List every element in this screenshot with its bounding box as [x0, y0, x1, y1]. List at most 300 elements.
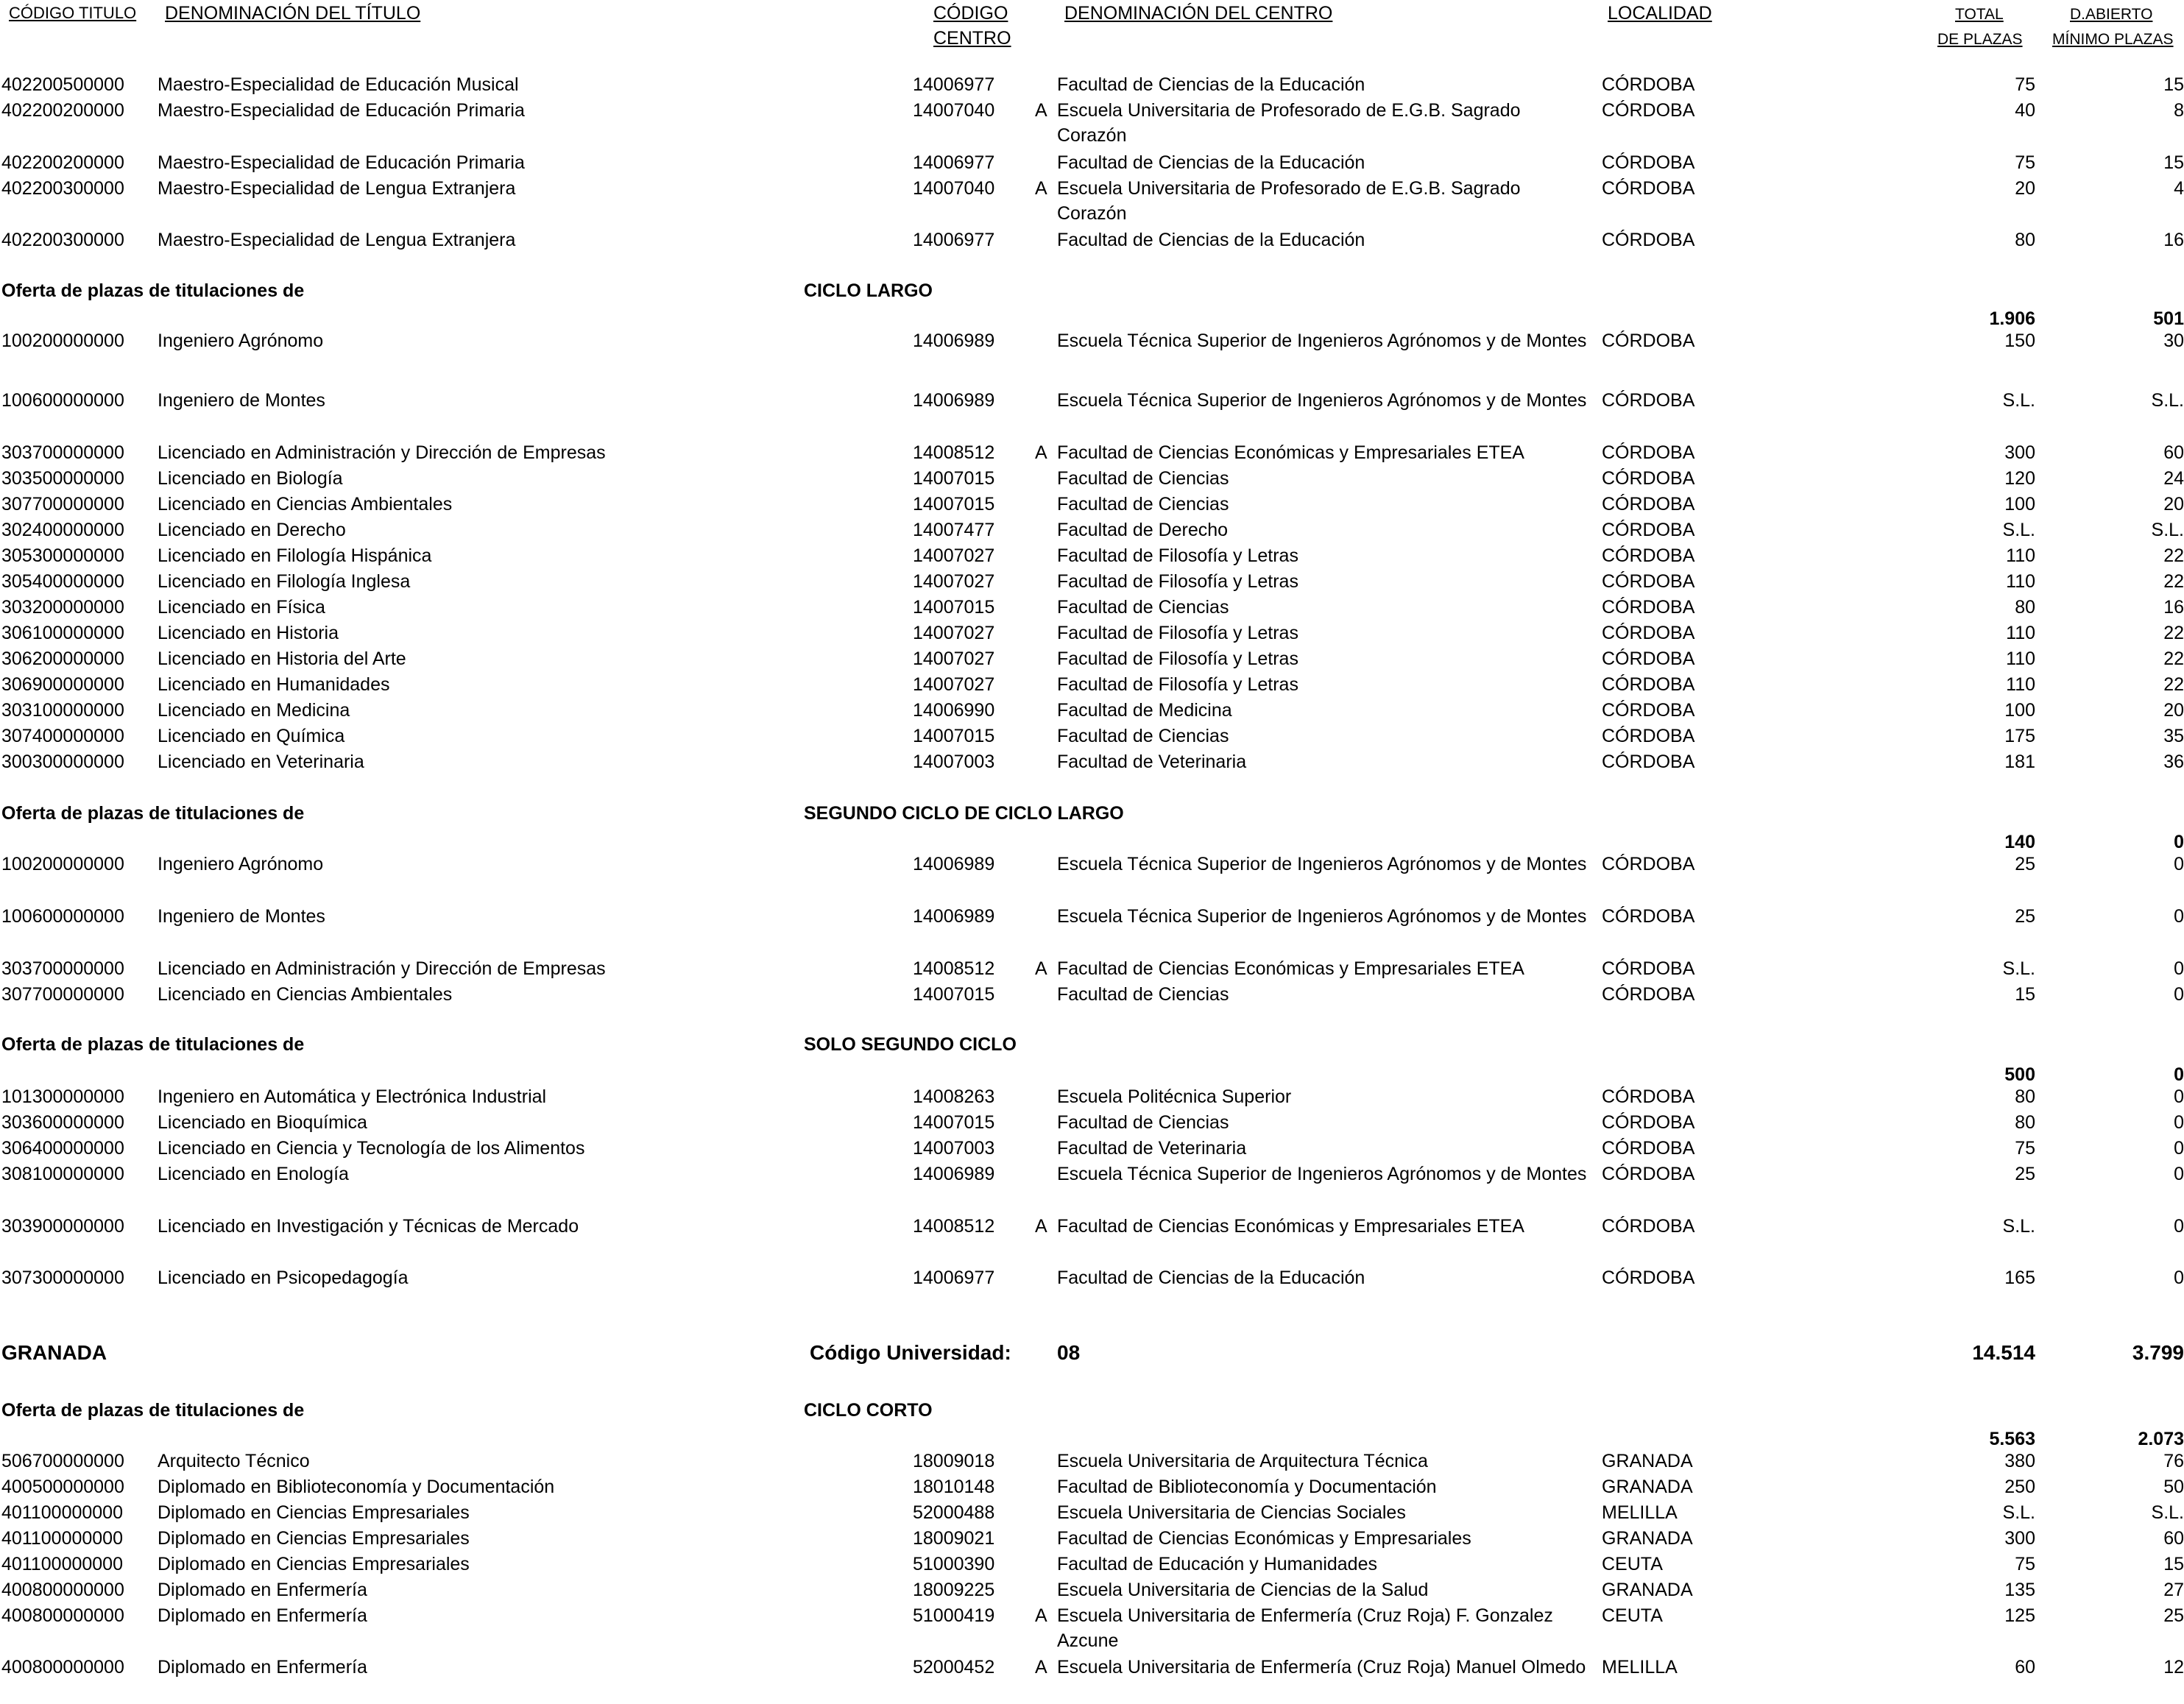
- title-name: Licenciado en Humanidades: [158, 674, 390, 695]
- locality: CÓRDOBA: [1602, 178, 1695, 199]
- locality: GRANADA: [1602, 1477, 1693, 1497]
- locality: CÓRDOBA: [1602, 100, 1695, 121]
- center-type: A: [1035, 1605, 1047, 1626]
- title-name: Licenciado en Administración y Dirección de Empresas: [158, 958, 606, 979]
- locality: CÓRDOBA: [1602, 597, 1695, 618]
- section-total-plazas: 500: [2004, 1064, 2035, 1085]
- center-code: 14007015: [913, 468, 995, 489]
- title-code: 400800000000: [1, 1657, 124, 1678]
- center-name: Facultad de Educación y Humanidades: [1057, 1554, 1377, 1574]
- title-name: Maestro-Especialidad de Lengua Extranjera: [158, 178, 516, 199]
- title-name: Diplomado en Enfermería: [158, 1580, 367, 1600]
- total-plazas: 80: [2015, 1086, 2035, 1107]
- title-code: 306100000000: [1, 623, 124, 643]
- center-name: Escuela Técnica Superior de Ingenieros Agrónomos y de Montes: [1057, 1164, 1587, 1184]
- center-code: 52000452: [913, 1657, 995, 1678]
- minimo-plazas: 36: [2163, 752, 2184, 772]
- center-name: Facultad de Ciencias Económicas y Empresariales ETEA: [1057, 1216, 1524, 1237]
- minimo-plazas: 20: [2163, 494, 2184, 515]
- title-code: 303500000000: [1, 468, 124, 489]
- minimo-plazas: 60: [2163, 1528, 2184, 1549]
- center-code: 18009225: [913, 1580, 995, 1600]
- minimo-plazas: 0: [2174, 1086, 2184, 1107]
- title-code: 101300000000: [1, 1086, 124, 1107]
- header-total: TOTAL: [1955, 6, 2004, 23]
- locality: CÓRDOBA: [1602, 623, 1695, 643]
- section-label: Oferta de plazas de titulaciones de: [1, 1034, 305, 1055]
- minimo-plazas: S.L.: [2151, 1502, 2184, 1523]
- locality: CÓRDOBA: [1602, 152, 1695, 173]
- center-code: 18010148: [913, 1477, 995, 1497]
- title-code: 302400000000: [1, 520, 124, 540]
- center-name: Facultad de Ciencias: [1057, 597, 1229, 618]
- header-de-plazas: DE PLAZAS: [1937, 31, 2023, 48]
- total-plazas: S.L.: [2002, 390, 2035, 411]
- minimo-plazas: 15: [2163, 152, 2184, 173]
- title-name: Maestro-Especialidad de Educación Musical: [158, 74, 519, 95]
- section-total-minimo: 0: [2174, 1064, 2184, 1085]
- locality: CÓRDOBA: [1602, 854, 1695, 874]
- center-name: Facultad de Filosofía y Letras: [1057, 623, 1298, 643]
- section-cycle: SEGUNDO CICLO DE CICLO LARGO: [804, 803, 1124, 824]
- section-label: Oferta de plazas de titulaciones de: [1, 803, 305, 824]
- center-name: Escuela Universitaria de Enfermería (Cruz Roja) Manuel Olmedo: [1057, 1657, 1586, 1678]
- title-code: 401100000000: [1, 1502, 123, 1523]
- locality: CEUTA: [1602, 1605, 1663, 1626]
- total-plazas: 181: [2004, 752, 2035, 772]
- center-name: Escuela Técnica Superior de Ingenieros Agrónomos y de Montes: [1057, 906, 1587, 927]
- minimo-plazas: 15: [2163, 1554, 2184, 1574]
- locality: CÓRDOBA: [1602, 700, 1695, 721]
- locality: CÓRDOBA: [1602, 442, 1695, 463]
- center-type: A: [1035, 1216, 1047, 1237]
- total-plazas: 20: [2015, 178, 2035, 199]
- locality: CÓRDOBA: [1602, 390, 1695, 411]
- title-code: 402200300000: [1, 230, 124, 250]
- header-centro: CENTRO: [933, 28, 1011, 49]
- center-code: 14006990: [913, 700, 995, 721]
- total-plazas: 175: [2004, 726, 2035, 746]
- center-name: Facultad de Ciencias: [1057, 494, 1229, 515]
- locality: CÓRDOBA: [1602, 1112, 1695, 1133]
- title-name: Ingeniero de Montes: [158, 906, 325, 927]
- center-code: 14007027: [913, 623, 995, 643]
- center-code: 14007040: [913, 178, 995, 199]
- title-code: 303700000000: [1, 958, 124, 979]
- title-name: Diplomado en Ciencias Empresariales: [158, 1528, 470, 1549]
- minimo-plazas: 76: [2163, 1451, 2184, 1471]
- title-code: 100600000000: [1, 390, 124, 411]
- minimo-plazas: 20: [2163, 700, 2184, 721]
- center-code: 14006989: [913, 1164, 995, 1184]
- title-name: Ingeniero de Montes: [158, 390, 325, 411]
- total-plazas: 110: [2006, 571, 2035, 592]
- locality: CEUTA: [1602, 1554, 1663, 1574]
- center-code: 14007027: [913, 648, 995, 669]
- center-name: Facultad de Filosofía y Letras: [1057, 571, 1298, 592]
- total-plazas: 75: [2015, 1138, 2035, 1159]
- total-plazas: 110: [2006, 545, 2035, 566]
- title-code: 402200300000: [1, 178, 124, 199]
- center-code: 14006977: [913, 74, 995, 95]
- total-plazas: 60: [2015, 1657, 2035, 1678]
- title-name: Ingeniero Agrónomo: [158, 330, 324, 351]
- total-plazas: 15: [2015, 984, 2035, 1005]
- center-code: 14007015: [913, 1112, 995, 1133]
- center-name: Facultad de Ciencias de la Educación: [1057, 1268, 1365, 1288]
- total-plazas: S.L.: [2002, 1502, 2035, 1523]
- title-name: Licenciado en Ciencia y Tecnología de los Alimentos: [158, 1138, 585, 1159]
- total-plazas: 125: [2004, 1605, 2035, 1626]
- center-code: 14007015: [913, 984, 995, 1005]
- locality: CÓRDOBA: [1602, 1216, 1695, 1237]
- total-plazas: 80: [2015, 597, 2035, 618]
- total-plazas: 150: [2004, 330, 2035, 351]
- minimo-plazas: 25: [2163, 1605, 2184, 1626]
- header-codigo-centro: CÓDIGO: [933, 3, 1008, 24]
- center-code: 14007027: [913, 674, 995, 695]
- title-name: Licenciado en Química: [158, 726, 345, 746]
- locality: GRANADA: [1602, 1580, 1693, 1600]
- title-code: 400800000000: [1, 1605, 124, 1626]
- center-code: 14006989: [913, 906, 995, 927]
- title-name: Licenciado en Bioquímica: [158, 1112, 367, 1133]
- title-name: Licenciado en Investigación y Técnicas de Mercado: [158, 1216, 579, 1237]
- section-total-minimo: 0: [2174, 832, 2184, 852]
- minimo-plazas: 0: [2174, 1138, 2184, 1159]
- section-total-minimo: 2.073: [2138, 1429, 2184, 1449]
- center-name: Facultad de Veterinaria: [1057, 1138, 1247, 1159]
- title-name: Licenciado en Biología: [158, 468, 343, 489]
- title-name: Maestro-Especialidad de Lengua Extranjera: [158, 230, 516, 250]
- title-name: Licenciado en Ciencias Ambientales: [158, 984, 453, 1005]
- university-minimo: 3.799: [2132, 1341, 2184, 1364]
- title-code: 303200000000: [1, 597, 124, 618]
- title-code: 303700000000: [1, 442, 124, 463]
- title-name: Diplomado en Biblioteconomía y Documentación: [158, 1477, 555, 1497]
- minimo-plazas: 60: [2163, 442, 2184, 463]
- total-plazas: 40: [2015, 100, 2035, 121]
- center-name: Facultad de Ciencias de la Educación: [1057, 152, 1365, 173]
- center-type: A: [1035, 1657, 1047, 1678]
- center-name: Facultad de Ciencias: [1057, 726, 1229, 746]
- section-total-minimo: 501: [2153, 308, 2184, 329]
- locality: CÓRDOBA: [1602, 494, 1695, 515]
- center-code: 14008512: [913, 958, 995, 979]
- title-name: Diplomado en Ciencias Empresariales: [158, 1502, 470, 1523]
- center-code: 52000488: [913, 1502, 995, 1523]
- locality: CÓRDOBA: [1602, 984, 1695, 1005]
- total-plazas: 380: [2004, 1451, 2035, 1471]
- center-code: 14007477: [913, 520, 995, 540]
- title-code: 401100000000: [1, 1528, 123, 1549]
- center-name: Facultad de Ciencias: [1057, 984, 1229, 1005]
- total-plazas: 300: [2004, 442, 2035, 463]
- center-code: 18009018: [913, 1451, 995, 1471]
- center-name: Facultad de Ciencias de la Educación: [1057, 74, 1365, 95]
- center-name: Facultad de Ciencias Económicas y Empresariales ETEA: [1057, 442, 1524, 463]
- total-plazas: S.L.: [2002, 520, 2035, 540]
- title-name: Licenciado en Administración y Dirección de Empresas: [158, 442, 606, 463]
- center-name: Escuela Universitaria de Profesorado de E.G.B. Sagrado Corazón: [1057, 178, 1521, 224]
- center-code: 14007040: [913, 100, 995, 121]
- total-plazas: 75: [2015, 1554, 2035, 1574]
- center-name: Facultad de Filosofía y Letras: [1057, 674, 1298, 695]
- total-plazas: 300: [2004, 1528, 2035, 1549]
- center-name: Escuela Técnica Superior de Ingenieros Agrónomos y de Montes: [1057, 330, 1587, 351]
- center-code: 14008512: [913, 1216, 995, 1237]
- center-code: 14006989: [913, 330, 995, 351]
- total-plazas: S.L.: [2002, 1216, 2035, 1237]
- title-name: Diplomado en Enfermería: [158, 1657, 367, 1678]
- title-name: Maestro-Especialidad de Educación Primaria: [158, 100, 525, 121]
- locality: CÓRDOBA: [1602, 1164, 1695, 1184]
- title-name: Licenciado en Filología Inglesa: [158, 571, 411, 592]
- title-code: 100200000000: [1, 854, 124, 874]
- locality: CÓRDOBA: [1602, 1268, 1695, 1288]
- center-code: 14007015: [913, 597, 995, 618]
- center-code: 14007015: [913, 726, 995, 746]
- locality: CÓRDOBA: [1602, 958, 1695, 979]
- center-code: 14006977: [913, 1268, 995, 1288]
- title-name: Licenciado en Ciencias Ambientales: [158, 494, 453, 515]
- total-plazas: 250: [2004, 1477, 2035, 1497]
- title-name: Diplomado en Ciencias Empresariales: [158, 1554, 470, 1574]
- title-name: Ingeniero en Automática y Electrónica Industrial: [158, 1086, 547, 1107]
- minimo-plazas: 22: [2163, 623, 2184, 643]
- title-name: Licenciado en Física: [158, 597, 325, 618]
- total-plazas: 110: [2006, 674, 2035, 695]
- section-total-plazas: 140: [2004, 832, 2035, 852]
- title-code: 402200500000: [1, 74, 124, 95]
- total-plazas: 110: [2006, 623, 2035, 643]
- total-plazas: 25: [2015, 906, 2035, 927]
- title-name: Licenciado en Enología: [158, 1164, 349, 1184]
- title-name: Diplomado en Enfermería: [158, 1605, 367, 1626]
- title-code: 300300000000: [1, 752, 124, 772]
- section-total-plazas: 1.906: [1989, 308, 2035, 329]
- minimo-plazas: 22: [2163, 571, 2184, 592]
- center-name: Escuela Universitaria de Enfermería (Cruz Roja) F. Gonzalez Azcune: [1057, 1605, 1553, 1651]
- total-plazas: 110: [2006, 648, 2035, 669]
- total-plazas: 80: [2015, 230, 2035, 250]
- title-code: 402200200000: [1, 152, 124, 173]
- minimo-plazas: 0: [2174, 854, 2184, 874]
- title-code: 303100000000: [1, 700, 124, 721]
- center-name: Escuela Universitaria de Arquitectura Técnica: [1057, 1451, 1428, 1471]
- minimo-plazas: 50: [2163, 1477, 2184, 1497]
- section-cycle: CICLO CORTO: [804, 1400, 933, 1421]
- locality: CÓRDOBA: [1602, 230, 1695, 250]
- center-code: 51000390: [913, 1554, 995, 1574]
- center-name: Facultad de Ciencias de la Educación: [1057, 230, 1365, 250]
- title-code: 307700000000: [1, 494, 124, 515]
- university-name: GRANADA: [1, 1341, 107, 1364]
- title-code: 306900000000: [1, 674, 124, 695]
- center-code: 14007027: [913, 571, 995, 592]
- header-denominacion-centro: DENOMINACIÓN DEL CENTRO: [1064, 3, 1333, 24]
- minimo-plazas: 22: [2163, 674, 2184, 695]
- minimo-plazas: 0: [2174, 1164, 2184, 1184]
- minimo-plazas: 0: [2174, 1216, 2184, 1237]
- minimo-plazas: 15: [2163, 74, 2184, 95]
- title-code: 303900000000: [1, 1216, 124, 1237]
- total-plazas: 75: [2015, 74, 2035, 95]
- minimo-plazas: 0: [2174, 906, 2184, 927]
- header-denominacion-titulo: DENOMINACIÓN DEL TÍTULO: [165, 3, 421, 24]
- center-name: Escuela Universitaria de Ciencias de la Salud: [1057, 1580, 1429, 1600]
- center-code: 14007003: [913, 752, 995, 772]
- total-plazas: 80: [2015, 1112, 2035, 1133]
- center-type: A: [1035, 442, 1047, 463]
- title-code: 506700000000: [1, 1451, 124, 1471]
- section-cycle: SOLO SEGUNDO CICLO: [804, 1034, 1017, 1055]
- title-code: 306400000000: [1, 1138, 124, 1159]
- minimo-plazas: S.L.: [2151, 520, 2184, 540]
- center-code: 14006977: [913, 152, 995, 173]
- minimo-plazas: 16: [2163, 597, 2184, 618]
- title-name: Ingeniero Agrónomo: [158, 854, 324, 874]
- section-label: Oferta de plazas de titulaciones de: [1, 280, 305, 301]
- total-plazas: 135: [2004, 1580, 2035, 1600]
- section-total-plazas: 5.563: [1989, 1429, 2035, 1449]
- header-minimo-plazas: MÍNIMO PLAZAS: [2052, 31, 2174, 48]
- minimo-plazas: 8: [2174, 100, 2184, 121]
- total-plazas: 165: [2004, 1268, 2035, 1288]
- university-code-label: Código Universidad:: [810, 1341, 1011, 1364]
- minimo-plazas: S.L.: [2151, 390, 2184, 411]
- section-cycle: CICLO LARGO: [804, 280, 933, 301]
- minimo-plazas: 0: [2174, 1268, 2184, 1288]
- total-plazas: 25: [2015, 1164, 2035, 1184]
- center-type: A: [1035, 958, 1047, 979]
- center-name: Facultad de Derecho: [1057, 520, 1229, 540]
- total-plazas: 120: [2004, 468, 2035, 489]
- locality: MELILLA: [1602, 1502, 1678, 1523]
- locality: MELILLA: [1602, 1657, 1678, 1678]
- header-abierto: D.ABIERTO: [2070, 6, 2153, 23]
- center-name: Escuela Técnica Superior de Ingenieros Agrónomos y de Montes: [1057, 390, 1587, 411]
- minimo-plazas: 0: [2174, 1112, 2184, 1133]
- locality: CÓRDOBA: [1602, 545, 1695, 566]
- center-name: Facultad de Filosofía y Letras: [1057, 545, 1298, 566]
- title-name: Licenciado en Historia del Arte: [158, 648, 406, 669]
- minimo-plazas: 35: [2163, 726, 2184, 746]
- locality: CÓRDOBA: [1602, 726, 1695, 746]
- title-code: 303600000000: [1, 1112, 124, 1133]
- locality: CÓRDOBA: [1602, 330, 1695, 351]
- section-label: Oferta de plazas de titulaciones de: [1, 1400, 305, 1421]
- title-name: Licenciado en Medicina: [158, 700, 350, 721]
- minimo-plazas: 16: [2163, 230, 2184, 250]
- total-plazas: S.L.: [2002, 958, 2035, 979]
- locality: CÓRDOBA: [1602, 752, 1695, 772]
- title-code: 308100000000: [1, 1164, 124, 1184]
- locality: CÓRDOBA: [1602, 74, 1695, 95]
- title-code: 400500000000: [1, 1477, 124, 1497]
- locality: CÓRDOBA: [1602, 674, 1695, 695]
- total-plazas: 100: [2004, 494, 2035, 515]
- title-name: Licenciado en Veterinaria: [158, 752, 364, 772]
- title-code: 401100000000: [1, 1554, 123, 1574]
- total-plazas: 25: [2015, 854, 2035, 874]
- center-name: Facultad de Ciencias Económicas y Empresariales: [1057, 1528, 1471, 1549]
- locality: CÓRDOBA: [1602, 648, 1695, 669]
- title-code: 400800000000: [1, 1580, 124, 1600]
- title-name: Licenciado en Psicopedagogía: [158, 1268, 409, 1288]
- minimo-plazas: 24: [2163, 468, 2184, 489]
- title-name: Licenciado en Filología Hispánica: [158, 545, 432, 566]
- header-codigo-titulo: CÓDIGO TITULO: [9, 4, 137, 22]
- center-name: Facultad de Filosofía y Letras: [1057, 648, 1298, 669]
- center-type: A: [1035, 178, 1047, 199]
- title-code: 306200000000: [1, 648, 124, 669]
- minimo-plazas: 0: [2174, 984, 2184, 1005]
- center-name: Escuela Técnica Superior de Ingenieros Agrónomos y de Montes: [1057, 854, 1587, 874]
- center-code: 14008512: [913, 442, 995, 463]
- title-name: Licenciado en Derecho: [158, 520, 346, 540]
- locality: CÓRDOBA: [1602, 468, 1695, 489]
- total-plazas: 75: [2015, 152, 2035, 173]
- center-code: 14006989: [913, 390, 995, 411]
- title-name: Arquitecto Técnico: [158, 1451, 310, 1471]
- locality: CÓRDOBA: [1602, 1086, 1695, 1107]
- center-name: Facultad de Biblioteconomía y Documentación: [1057, 1477, 1437, 1497]
- center-code: 18009021: [913, 1528, 995, 1549]
- minimo-plazas: 4: [2174, 178, 2184, 199]
- title-code: 307300000000: [1, 1268, 124, 1288]
- minimo-plazas: 27: [2163, 1580, 2184, 1600]
- minimo-plazas: 0: [2174, 958, 2184, 979]
- locality: GRANADA: [1602, 1451, 1693, 1471]
- center-code: 14006977: [913, 230, 995, 250]
- title-code: 305400000000: [1, 571, 124, 592]
- locality: CÓRDOBA: [1602, 571, 1695, 592]
- center-name: Facultad de Ciencias: [1057, 468, 1229, 489]
- center-name: Escuela Universitaria de Profesorado de E.G.B. Sagrado Corazón: [1057, 100, 1521, 146]
- university-total: 14.514: [1972, 1341, 2035, 1364]
- center-code: 14007015: [913, 494, 995, 515]
- minimo-plazas: 12: [2163, 1657, 2184, 1678]
- center-code: 14007003: [913, 1138, 995, 1159]
- locality: CÓRDOBA: [1602, 906, 1695, 927]
- center-name: Facultad de Veterinaria: [1057, 752, 1247, 772]
- center-code: 14007027: [913, 545, 995, 566]
- locality: CÓRDOBA: [1602, 1138, 1695, 1159]
- center-code: 51000419: [913, 1605, 995, 1626]
- center-name: Escuela Universitaria de Ciencias Sociales: [1057, 1502, 1406, 1523]
- locality: CÓRDOBA: [1602, 520, 1695, 540]
- minimo-plazas: 30: [2163, 330, 2184, 351]
- header-localidad: LOCALIDAD: [1608, 3, 1712, 24]
- center-code: 14006989: [913, 854, 995, 874]
- locality: GRANADA: [1602, 1528, 1693, 1549]
- center-type: A: [1035, 100, 1047, 121]
- center-code: 14008263: [913, 1086, 995, 1107]
- minimo-plazas: 22: [2163, 648, 2184, 669]
- title-name: Maestro-Especialidad de Educación Primaria: [158, 152, 525, 173]
- title-name: Licenciado en Historia: [158, 623, 339, 643]
- title-code: 100200000000: [1, 330, 124, 351]
- total-plazas: 100: [2004, 700, 2035, 721]
- center-name: Facultad de Ciencias: [1057, 1112, 1229, 1133]
- title-code: 100600000000: [1, 906, 124, 927]
- title-code: 307400000000: [1, 726, 124, 746]
- center-name: Facultad de Medicina: [1057, 700, 1232, 721]
- center-name: Escuela Politécnica Superior: [1057, 1086, 1292, 1107]
- minimo-plazas: 22: [2163, 545, 2184, 566]
- title-code: 305300000000: [1, 545, 124, 566]
